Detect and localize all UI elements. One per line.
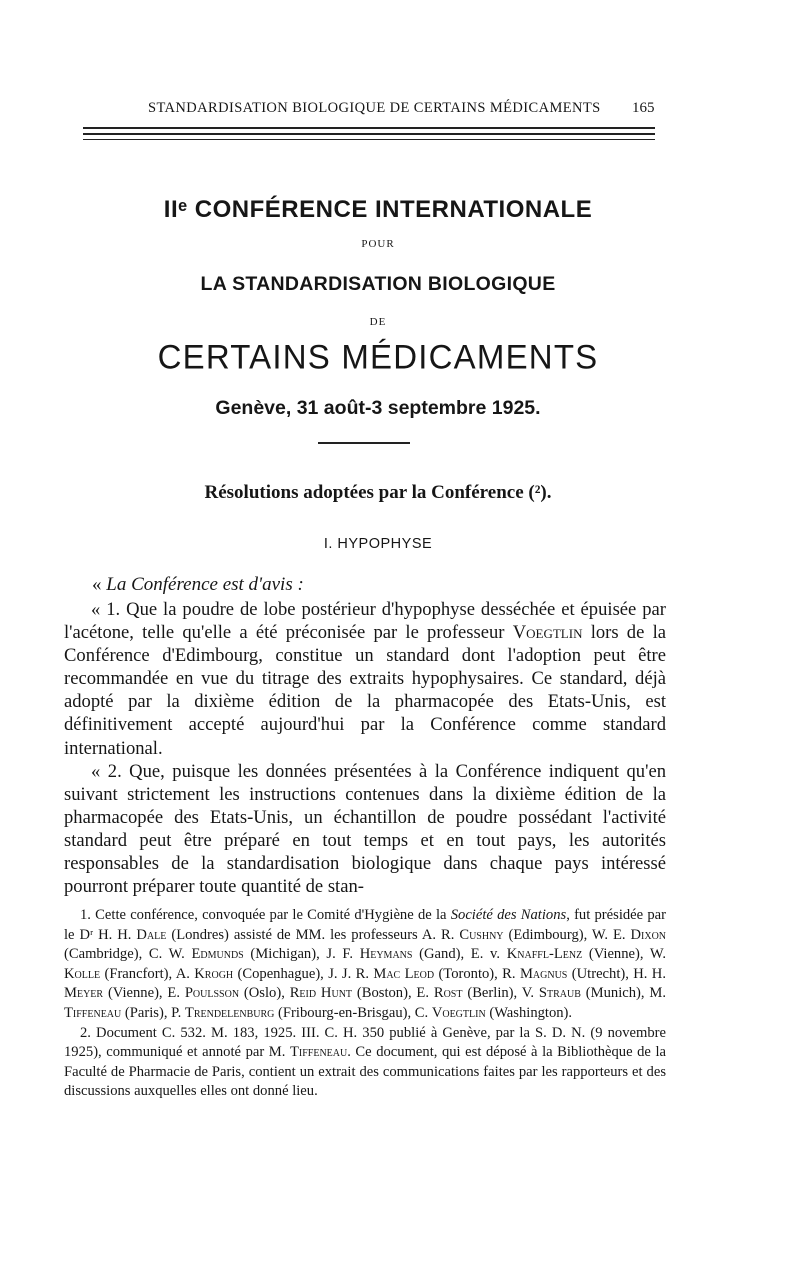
- fn1-n: (Oslo),: [243, 985, 285, 1002]
- fn1-e: (Cambridge), C. W.: [64, 946, 185, 963]
- footnote-ref: (²).: [528, 482, 552, 503]
- fn2-tiffeneau: Tiffeneau: [289, 1044, 348, 1061]
- header-rule-bottom: [83, 139, 655, 140]
- fn1-dixon: Dixon: [630, 926, 667, 943]
- lead-quote: «: [92, 574, 102, 595]
- fn1-i: (Francfort), A.: [104, 965, 190, 982]
- fn1-g: (Gand), E. v.: [419, 946, 501, 963]
- fn1-r: (Paris), P.: [124, 1004, 182, 1021]
- place-and-date: Genève, 31 août-3 septembre 1925.: [215, 397, 541, 419]
- fn1-rost: Rost: [433, 985, 463, 1002]
- title-connector-pour: POUR: [361, 238, 395, 250]
- resolution-1: [64, 598, 666, 760]
- resolution-1-text-a: « 1. Que la poudre de lobe postérieur d'hypophyse desséchée et épuisée par l'acétone, telle qu'elle a été préconisée par le professeur: [64, 599, 666, 644]
- footnote-1: [64, 906, 666, 1024]
- fn1-t: (Washington).: [489, 1004, 573, 1021]
- name-voegtlin: Voegtlin: [512, 622, 583, 644]
- fn1-heymans: Heymans: [359, 946, 413, 963]
- fn1-knaffl: Knaffl-Lenz: [506, 946, 583, 963]
- fn1-m: (Vienne), E.: [107, 985, 180, 1002]
- footnotes: [64, 906, 666, 1102]
- title-separator: [318, 442, 410, 444]
- fn1-q: (Munich), M.: [585, 985, 666, 1002]
- fn1-a: 1. Cette conférence, convoquée par le Comité d'Hygiène de la: [80, 907, 447, 923]
- fn1-krogh: Krogh: [194, 965, 234, 982]
- fn1-org: Société des Nations: [450, 907, 567, 923]
- header-rule-middle: [83, 133, 655, 135]
- title-connector-de: DE: [369, 316, 387, 328]
- page-number: 165: [632, 100, 655, 116]
- fn1-tiffeneau: Tiffeneau: [64, 1004, 122, 1021]
- fn1-h: (Vienne), W.: [588, 946, 667, 963]
- section-heading: I. HYPOPHYSE: [323, 536, 433, 552]
- fn1-voegtlin: Voegtlin: [431, 1004, 486, 1021]
- fn1-d: (Edimbourg), W. E.: [508, 926, 626, 943]
- fn2-b: . Ce document, qui est déposé à la Bibliothèque de la Faculté de Pharmacie de Paris, contient un extrait des communications faites par les rapporteurs et des discussions auxquelles elles ont donné lieu.: [64, 1044, 666, 1100]
- resolutions-body: [64, 598, 666, 898]
- fn1-f: (Michigan), J. F.: [250, 946, 353, 963]
- fn1-c: (Londres) assisté de MM. les professeurs A. R.: [171, 926, 455, 943]
- running-header: STANDARDISATION BIOLOGIQUE DE CERTAINS MÉDICAMENTS: [148, 100, 601, 116]
- fn1-p: (Berlin), V.: [467, 985, 535, 1002]
- fn1-straub: Straub: [538, 985, 581, 1002]
- resolutions-heading-text: Résolutions adoptées par la Conférence: [204, 482, 524, 503]
- fn1-o: (Boston), E.: [356, 985, 429, 1002]
- fn1-s: (Fribourg-en-Brisgau), C.: [278, 1004, 429, 1021]
- fn1-b: , fut présidée par le Dʳ H. H.: [64, 907, 666, 943]
- resolution-1-text-b: lors de la Conférence d'Edimbourg, constitue un standard dont l'adoption peut être recommandée en vue du titrage des extraits hypophysaires. Ce standard, déjà adopté par la dixième édition de la pharmacopée des Etats-Unis, est définitivement accepté aujourd'hui par la Conférence comme standard international.: [64, 622, 666, 759]
- fn1-trendelenburg: Trendelenburg: [184, 1004, 275, 1021]
- fn1-edmunds: Edmunds: [191, 946, 244, 963]
- title-standardisation: LA STANDARDISATION BIOLOGIQUE: [200, 273, 556, 295]
- resolutions-heading: [0, 482, 778, 504]
- fn1-cushny: Cushny: [459, 926, 504, 943]
- fn1-macleod: Mac Leod: [373, 965, 435, 982]
- lead-line: [92, 574, 304, 596]
- fn1-poulsson: Poulsson: [184, 985, 240, 1002]
- resolution-2: « 2. Que, puisque les données présentées à la Conférence indiquent qu'en suivant strictement les instructions contenues dans la dixième édition de la pharmacopée des Etats-Unis, un échantillon de poudre possédant l'activité standard peut être préparé en tout temps et en tout pays, les autorités responsables de la standardisation biologique dans chaque pays intéressé pourront préparer toute quantité de stan-: [64, 760, 666, 898]
- fn1-magnus: Magnus: [519, 965, 568, 982]
- fn1-meyer: Meyer: [64, 985, 104, 1002]
- header-rule-top: [83, 127, 655, 129]
- fn1-kolle: Kolle: [64, 965, 101, 982]
- lead-text: La Conférence est d'avis :: [106, 574, 304, 595]
- footnote-2: [64, 1024, 666, 1102]
- fn2-a: 2. Document C. 532. M. 183, 1925. III. C. H. 350 publié à Genève, par la S. D. N. (9 novembre 1925), communiqué et annoté par M.: [64, 1024, 666, 1061]
- fn1-k: (Toronto), R.: [438, 965, 516, 982]
- fn1-j: (Copenhague), J. J. R.: [237, 965, 369, 982]
- conference-title: IIᵉ CONFÉRENCE INTERNATIONALE: [163, 196, 593, 223]
- fn1-hunt: Reid Hunt: [289, 985, 353, 1002]
- fn1-l: (Utrecht), H. H.: [571, 965, 666, 982]
- fn1-dale: Dale: [136, 926, 167, 943]
- title-medicaments: CERTAINS MÉDICAMENTS: [157, 337, 599, 376]
